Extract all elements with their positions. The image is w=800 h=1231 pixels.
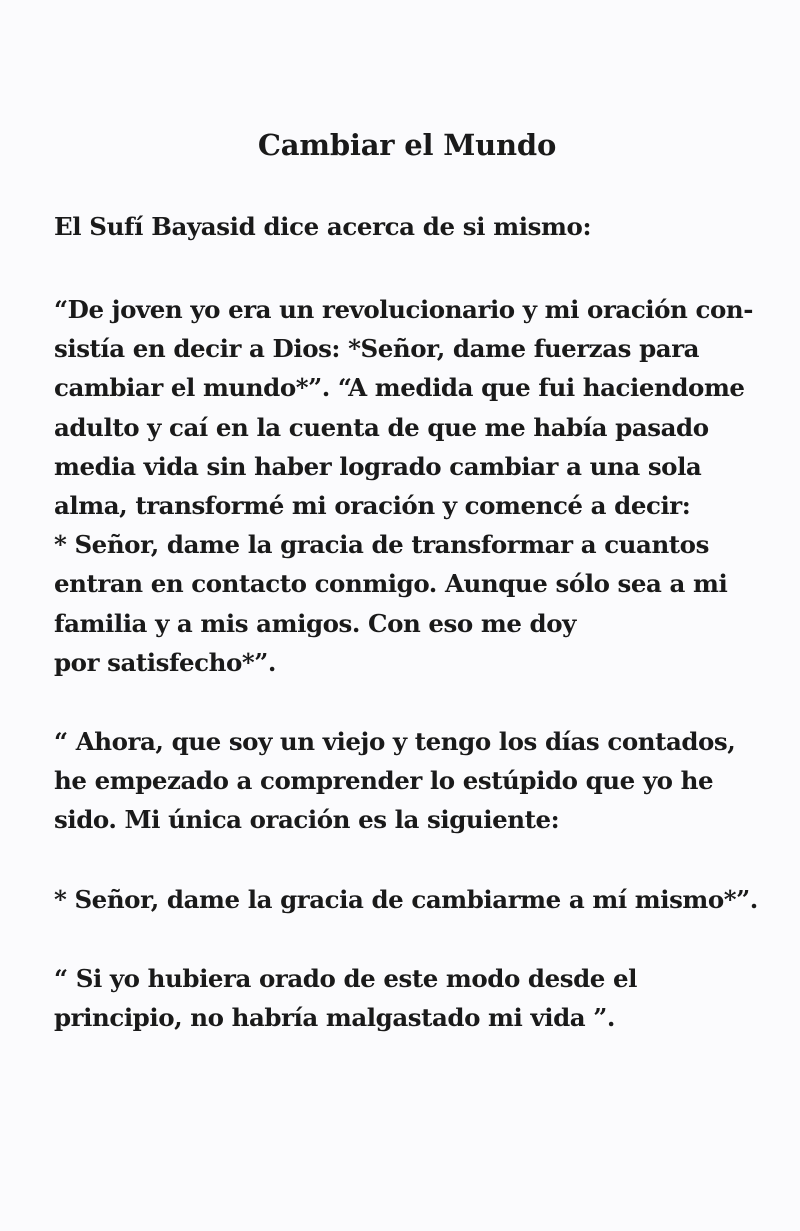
text-line: alma, transformé mi oración y comencé a decir: <box>54 491 691 521</box>
text-line: cambiar el mundo*”. “A medida que fui haciendome <box>54 373 745 403</box>
text-line: adulto y caí en la cuenta de que me había pasado <box>54 412 709 442</box>
text-line: media vida sin haber logrado cambiar a una sola <box>54 451 702 481</box>
text-line: sistía en decir a Dios: *Señor, dame fuerzas para <box>54 334 700 364</box>
paragraph-3 <box>54 880 760 919</box>
text-line: por satisfecho*”. <box>54 647 276 677</box>
text-line: principio, no habría malgastado mi vida ”. <box>54 1003 616 1033</box>
paragraph-2 <box>54 722 760 840</box>
text-line: he empezado a comprender lo estúpido que yo he <box>54 766 714 796</box>
text-line: * Señor, dame la gracia de cambiarme a mí mismo*”. <box>54 884 758 914</box>
document-title: Cambiar el Mundo <box>257 128 557 162</box>
text-line: sido. Mi única oración es la siguiente: <box>54 805 560 835</box>
paragraph-4 <box>54 959 760 1037</box>
text-line: “ Si yo hubiera orado de este modo desde el <box>54 963 637 993</box>
paragraph-1 <box>54 290 760 682</box>
text-line: familia y a mis amigos. Con eso me doy <box>54 608 576 638</box>
text-line: entran en contacto conmigo. Aunque sólo sea a mi <box>54 569 728 599</box>
text-line: * Señor, dame la gracia de transformar a cuantos <box>54 530 709 560</box>
text-line: “De joven yo era un revolucionario y mi oración con- <box>54 295 753 324</box>
intro-line: El Sufí Bayasid dice acerca de si mismo: <box>54 212 592 241</box>
text-line: “ Ahora, que soy un viejo y tengo los días contados, <box>54 727 736 757</box>
